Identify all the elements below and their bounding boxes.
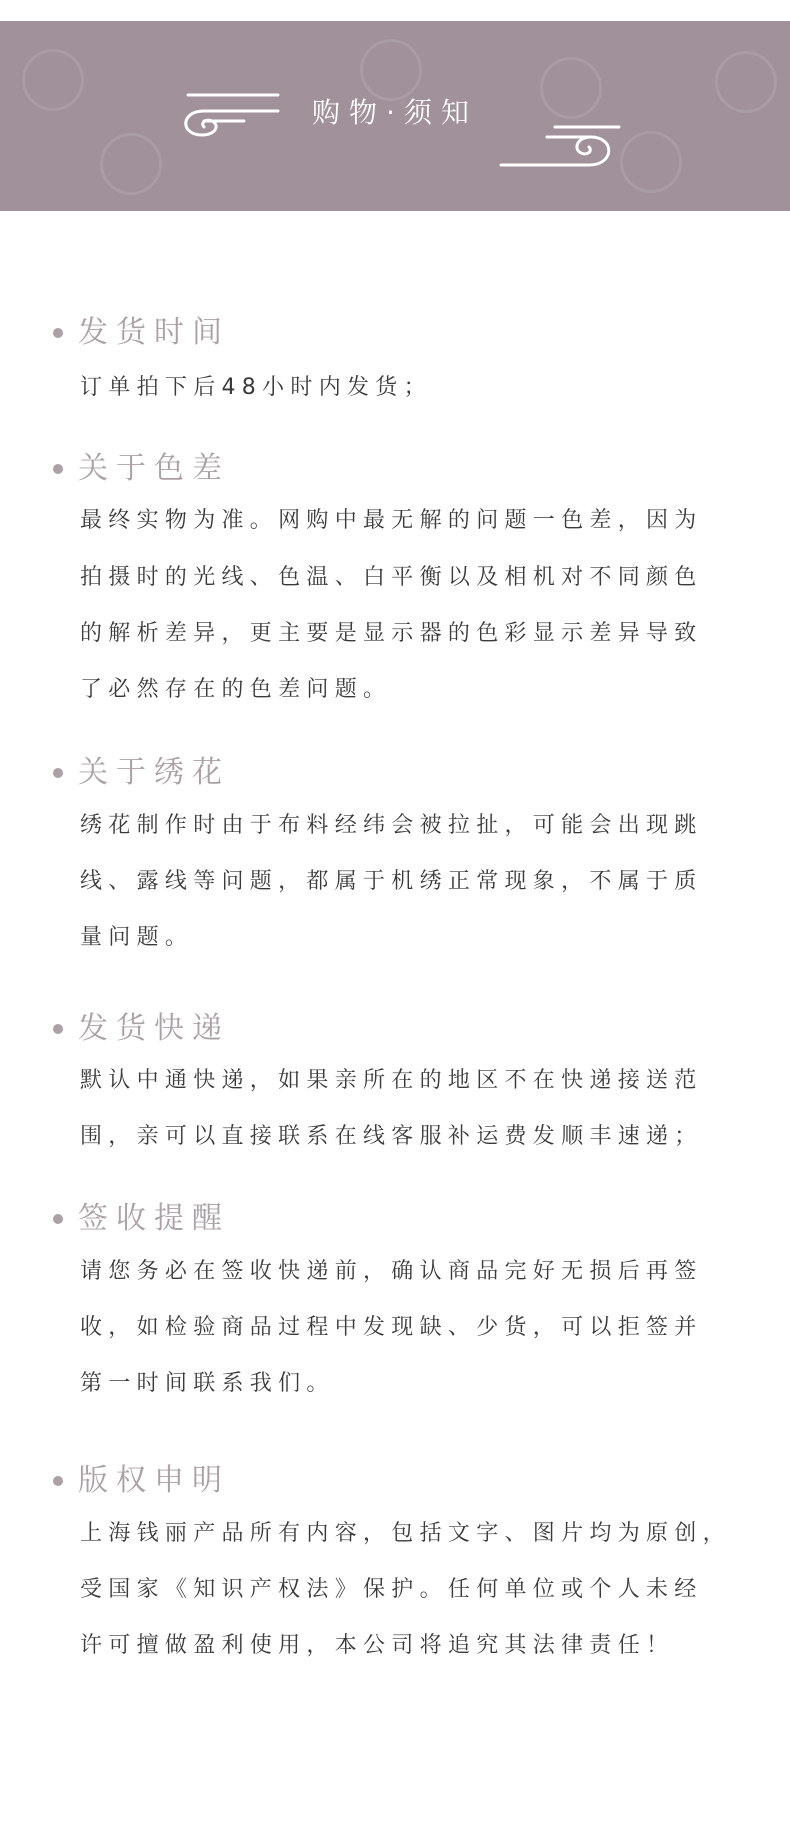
section-text-line: 收，如检验商品过程中发现缺、少货，可以拒签并: [80, 1315, 703, 1340]
section-text-line: 第一时间联系我们。: [80, 1371, 335, 1396]
section-heading: 版权申明: [78, 1463, 230, 1498]
section-text-line: 围，亲可以直接联系在线客服补运费发顺丰速递；: [80, 1124, 703, 1149]
section-text-line: 了必然存在的色差问题。: [80, 677, 392, 702]
section-heading: 关于绣花: [78, 755, 230, 790]
bullet-icon: [53, 1214, 63, 1224]
section-heading: 签收提醒: [78, 1201, 230, 1236]
flower-watermark-icon: [360, 39, 422, 101]
bullet-icon: [53, 1024, 63, 1034]
notice-banner: [0, 21, 790, 211]
bullet-icon: [53, 328, 63, 338]
flower-watermark-icon: [620, 131, 682, 193]
section-heading: 发货快递: [78, 1011, 230, 1046]
section-text-line: 最终实物为准。网购中最无解的问题一色差，因为: [80, 508, 703, 533]
section-text-line: 请您务必在签收快递前，确认商品完好无损后再签: [80, 1259, 703, 1284]
banner-title: 购物·须知: [312, 96, 478, 129]
section-text-line: 默认中通快递，如果亲所在的地区不在快递接送范: [80, 1068, 703, 1093]
section-text-line: 的解析差异，更主要是显示器的色彩显示差异导致: [80, 621, 703, 646]
section-text-line: 许可擅做盈利使用，本公司将追究其法律责任！: [80, 1633, 675, 1658]
section-text-line: 绣花制作时由于布料经纬会被拉扯，可能会出现跳: [80, 813, 703, 838]
section-heading: 关于色差: [78, 451, 230, 486]
section-text-line: 上海钱丽产品所有内容，包括文字、图片均为原创，: [80, 1521, 731, 1546]
section-text-line: 受国家《知识产权法》保护。任何单位或个人未经: [80, 1577, 703, 1602]
bullet-icon: [53, 1476, 63, 1486]
section-text-line: 拍摄时的光线、色温、白平衡以及相机对不同颜色: [80, 565, 703, 590]
section-text-line: 线、露线等问题，都属于机绣正常现象，不属于质: [80, 869, 703, 894]
section-text-line: 订单拍下后48小时内发货；: [80, 375, 432, 400]
bullet-icon: [53, 464, 63, 474]
flower-watermark-icon: [100, 133, 162, 195]
section-text-line: 量问题。: [80, 925, 194, 950]
section-heading: 发货时间: [78, 315, 230, 350]
bullet-icon: [53, 768, 63, 778]
cloud-swirl-right-icon: [497, 107, 627, 171]
